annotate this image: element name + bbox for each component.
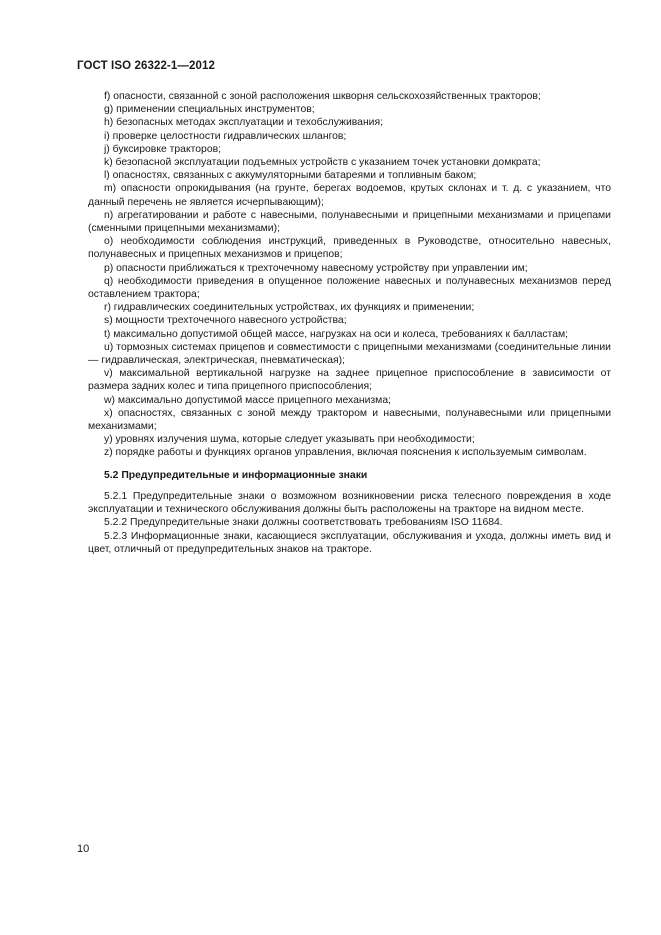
section-paragraph: 5.2.2 Предупредительные знаки должны соответствовать требованиям ISO 11684.: [104, 517, 503, 529]
list-item: s) мощности трехточечного навесного устройства;: [104, 315, 347, 327]
list-item: o) необходимости соблюдения инструкций, приведенных в Руководстве, относительно навесных, полунавесных и прицепных механизмов и прицепов;: [88, 236, 611, 261]
list-item: k) безопасной эксплуатации подъемных устройств с указанием точек установки домкрата;: [104, 157, 541, 169]
list-item: z) порядке работы и функциях органов управления, включая пояснения к используемым символам.: [104, 447, 587, 459]
page-body: [88, 90, 611, 556]
section-paragraph: 5.2.3 Информационные знаки, касающиеся эксплуатации, обслуживания и ухода, должны иметь вид и цвет, отличный от предупредительных знаков на тракторе.: [88, 530, 611, 555]
list-item: r) гидравлических соединительных устройствах, их функциях и применении;: [104, 302, 475, 314]
document-header: ГОСТ ISO 26322-1—2012: [77, 60, 215, 72]
section-heading: 5.2 Предупредительные и информационные знаки: [104, 469, 368, 481]
list-item: t) максимально допустимой общей массе, нагрузках на оси и колеса, требованиях к балластам;: [104, 328, 569, 340]
list-item: w) максимально допустимой массе прицепного механизма;: [104, 394, 391, 406]
list-item: n) агрегатировании и работе с навесными, полунавесными и прицепными механизмами и прицепами (сменными прицепными механизмами);: [88, 209, 611, 235]
section-body: [88, 490, 611, 556]
list-item: q) необходимости приведения в опущенное положение навесных и полунавесных механизмов перед оставлением трактора;: [88, 275, 611, 301]
section-paragraph: 5.2.1 Предупредительные знаки о возможном возникновении риска телесного повреждения в ходе эксплуатации и технического обслуживания должны быть расположены на тракторе на видном месте.: [88, 490, 611, 516]
list-item: u) тормозных системах прицепов и совместимости с прицепными механизмами (соединительные линии — гидравлическая, электрическая, пневматическая);: [88, 341, 611, 367]
list-item: j) буксировке тракторов;: [104, 143, 222, 155]
list-item: f) опасности, связанной с зоной расположения шкворня сельскохозяйственных тракторов;: [104, 91, 541, 102]
list-item: m) опасности опрокидывания (на грунте, берегах водоемов, крутых склонах и т. д. с указанием, что данный перечень не является исчерпывающим);: [88, 183, 611, 208]
list-item: l) опасностях, связанных с аккумуляторными батареями и топливным баком;: [104, 170, 477, 182]
list-item: g) применении специальных инструментов;: [104, 104, 315, 116]
list-item: h) безопасных методах эксплуатации и техобслуживания;: [104, 117, 384, 129]
page-number: 10: [77, 843, 90, 855]
list-item: p) опасности приближаться к трехточечному навесному устройству при управлении им;: [104, 262, 528, 274]
requirements-list: [88, 90, 611, 460]
list-item: y) уровнях излучения шума, которые следует указывать при необходимости;: [104, 434, 475, 446]
list-item: x) опасностях, связанных с зоной между трактором и навесными, полунавесными или прицепными механизмами;: [88, 407, 611, 433]
list-item: i) проверке целостности гидравлических шлангов;: [104, 130, 347, 142]
list-item: v) максимальной вертикальной нагрузке на заднее прицепное приспособление в зависимости от размера задних колес и типа прицепного приспособления;: [88, 368, 611, 393]
